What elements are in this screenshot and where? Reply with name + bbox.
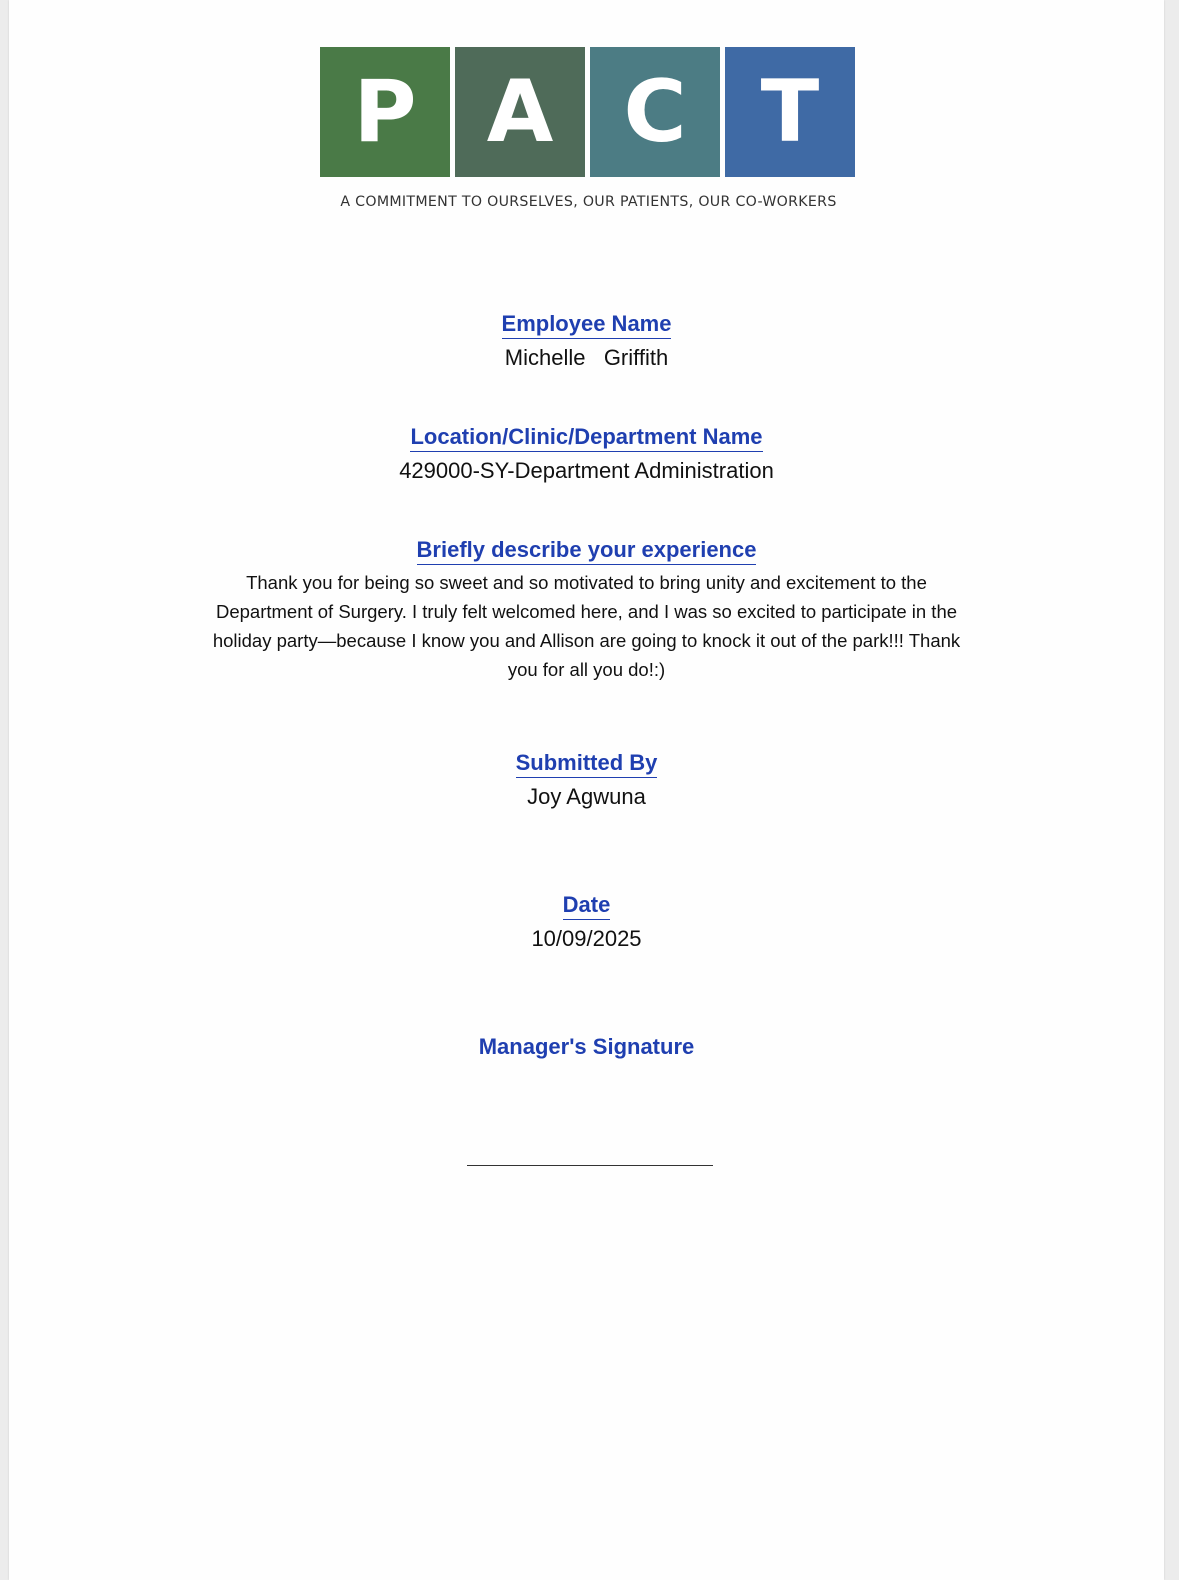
- submitted-by-field: [9, 749, 1164, 812]
- employee-name-field: [9, 310, 1164, 373]
- submitted-by-value: Joy Agwuna: [527, 784, 646, 809]
- date-label: Date: [563, 891, 611, 920]
- logo-tile-t: T: [725, 47, 855, 177]
- logo-tile-p: P: [320, 47, 450, 177]
- logo-tagline: A COMMITMENT TO OURSELVES, OUR PATIENTS, OUR CO-WORKERS: [340, 194, 837, 210]
- pact-logo: [320, 47, 857, 177]
- date-field: [9, 891, 1164, 954]
- date-value: 10/09/2025: [531, 926, 642, 951]
- manager-signature-label: Manager's Signature: [478, 1034, 695, 1059]
- logo-tile-c: C: [590, 47, 720, 177]
- employee-name-value: Michelle Griffith: [504, 345, 669, 370]
- experience-field: [9, 536, 1164, 684]
- experience-value: Thank you for being so sweet and so motivated to bring unity and excitement to the Department of Surgery. I truly felt welcomed here, and I was so excited to participate in the holiday party—because I know you and Allison are going to knock it out of the park!!! Thank you for all you do!:): [212, 572, 961, 680]
- location-value: 429000-SY-Department Administration: [399, 458, 774, 483]
- manager-signature-field: [9, 1033, 1164, 1061]
- signature-line: [467, 1165, 713, 1166]
- location-field: [9, 423, 1164, 486]
- employee-name-label: Employee Name: [502, 310, 672, 339]
- document-page: [9, 0, 1164, 1580]
- submitted-by-label: Submitted By: [516, 749, 658, 778]
- location-label: Location/Clinic/Department Name: [410, 423, 762, 452]
- logo-tile-a: A: [455, 47, 585, 177]
- experience-label: Briefly describe your experience: [417, 536, 757, 565]
